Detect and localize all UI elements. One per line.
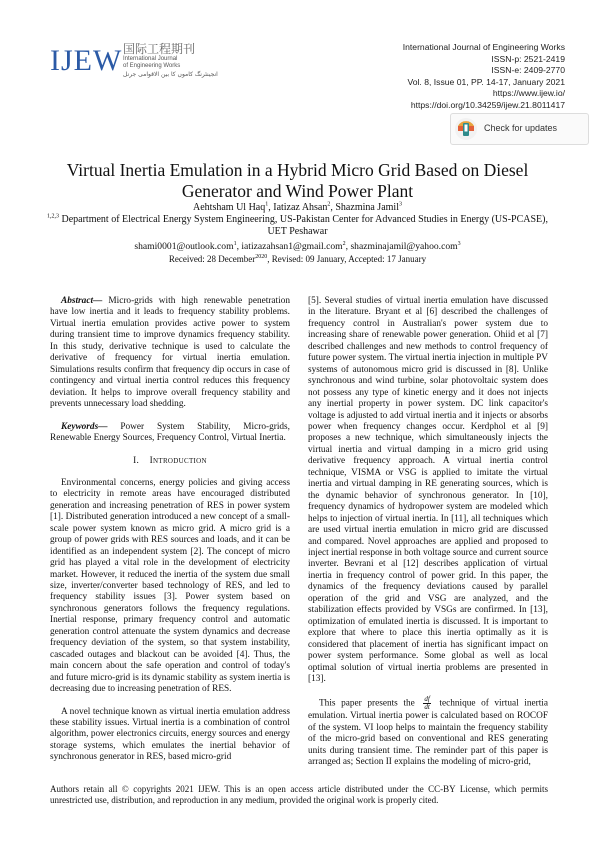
author-name: , Shazmina Jamil bbox=[330, 202, 399, 213]
submission-dates bbox=[40, 253, 555, 265]
affiliation bbox=[40, 214, 555, 238]
paper-title: Virtual Inertia Emulation in a Hybrid Micro Grid Based on Diesel Generator and Wind Power Plant bbox=[66, 160, 529, 201]
journal-info bbox=[315, 42, 565, 112]
paragraph-text: This paper presents the bbox=[319, 699, 421, 710]
section-number: I. bbox=[133, 456, 140, 467]
abstract bbox=[50, 296, 290, 411]
email-link[interactable]: , iatizazahsan1@gmail.com bbox=[236, 241, 343, 252]
left-column bbox=[50, 296, 290, 764]
logo-urdu-name: انجینئرنگ کاموں کا بین الاقوامی جرنل bbox=[123, 71, 218, 78]
keywords-label: Keywords— bbox=[61, 421, 108, 432]
section-title: Introduction bbox=[149, 456, 207, 467]
fraction-numerator: df bbox=[424, 695, 430, 704]
author-name: , Iatizaz Ahsan bbox=[268, 202, 328, 213]
email-sup: 3 bbox=[457, 240, 461, 247]
journal-url-link[interactable]: https://www.ijew.io/ bbox=[492, 88, 565, 99]
logo-acronym: IJEW bbox=[50, 44, 123, 77]
logo-english-name: International Journal of Engineering Works bbox=[123, 56, 181, 69]
received-date: Received: 28 December bbox=[168, 254, 256, 264]
paragraph: A novel technique known as virtual inertia emulation address these stability issues. Virtual inertia is a combination of control algorithm, power electronics circuits, energy sources and energy storage systems, which emulates the inertial behavior of synchronous generator in RES, based micro-grid bbox=[50, 706, 290, 763]
paragraph-text: technique of virtual inertia emulation. Virtual inertia power is calculated based on ROCOF of the system. VI loop helps to maintain the frequency stability of the micro-grid based on conventional and RES generating units during transient time. The reminder part of this paper is arranged as; Section II explains the modeling of micro-grid, bbox=[308, 699, 548, 768]
email-link[interactable]: , shazminajamil@yahoo.com bbox=[345, 241, 458, 252]
issn-electronic: ISSN-e: 2409-2770 bbox=[491, 65, 565, 76]
keywords-text: Power System Stability, Micro-grids, Renewable Energy Sources, Frequency Control, Virtual Inertia. bbox=[50, 421, 290, 443]
journal-logo bbox=[50, 42, 250, 82]
logo-chinese-name: 国际工程期刊 bbox=[123, 42, 196, 56]
copyright-footer: Authors retain all © copyrights 2021 IJEW. This is an open access article distributed under the CC-BY License, which permits unrestricted use, distribution, and reproduction in any medium, provided the original work is properly cited. bbox=[50, 784, 548, 805]
author-sup: 1 bbox=[265, 201, 269, 208]
journal-name: International Journal of Engineering Works bbox=[402, 42, 565, 52]
paragraph: Environmental concerns, energy policies and giving access to electricity in remote areas have encouraged distributed generation and increasing penetration of RES in power system [1]. Distributed generation introduced a new concept of a small-scale power system known as micro grid. A micro grid is a group of power grids with RES sources and loads, and it can be identified as an independent system [2]. The concept of micro grid has played a vital role in the development of electricity market. However, it reduced the inertia of the system due small size, inverter/converter based technology of RES, and led to frequency stability issues [3]. Power system based on synchronous generators follows the frequency regulations. Inertial response, primary frequency control and automatic generation control attenuate the system dynamics and decrease frequency deviation of the system, so that system instability, cascaded outages and blackout can be avoided [4]. Thus, the main concern about the safe operation and control of today's and future micro-grid is its dynamic stability as system inertia is decreasing due to increasing penetration of RES. bbox=[50, 477, 290, 695]
derivative-fraction bbox=[423, 696, 430, 711]
right-column bbox=[308, 296, 548, 769]
received-year: 2020 bbox=[255, 254, 268, 260]
affiliation-sup: 1,2,3 bbox=[47, 213, 59, 220]
paragraph bbox=[308, 696, 548, 768]
author-sup: 3 bbox=[398, 201, 402, 208]
section-heading bbox=[50, 456, 290, 467]
author-list bbox=[40, 202, 555, 214]
author-sup: 2 bbox=[327, 201, 331, 208]
paragraph: [5]. Several studies of virtual inertia emulation have discussed in the literature. Bryant et al [6] described the challenges of frequency control in Australian's power system due to increasing share of renewable power generation. Ohiid et al [7] described challenges and new methods to control frequency of future power system. The virtual inertia injection in multiple PV systems of autonomous micro grid is discussed in [8]. Unlike synchronous and wind turbine, solar photovoltaic system does not possess any type of kinetic energy and it does not injects any inertial property in power system. DC link capacitor's voltage is adjusted to add virtual inertia and it injects or absorbs power when frequency changes occur. Kerdphol et al [9] proposes a new technique, which simultaneously injects the virtual inertia and virtual damping in a micro grid using derivative frequency approach. A virtual inertia control technique, VISMA or VSG is applied to imitate the virtual inertia and virtual damping in RE generating sources, which is the dynamic behavior of synchronous generator. In [10], frequency dynamics of hydropower system are modeled which helps to injection of virtual inertia. In [11], all techniques which are used virtual inertia emulation in micro grid are discussed and compared. Novel approaches are applied and proposed to inject inertial response in both voltage source and current source inverter. Bevrani et al [12] describes application of virtual inertia in frequency control of power grid. In this paper, the dynamics of the frequency deviations caused by parallel operation of the grid and VSG are analyzed, and the stabilization effects provided by VSGs are confirmed. In [13], optimization of emulated inertia is discussed. It is important to explore that where to place this inertia optimally as it is considered that placement of inertia has significant impact on power system performance. Some global as well as local optimal solution of virtual inertia problems are presented in [13]. bbox=[308, 296, 548, 684]
author-name: Aehtsham Ul Haq bbox=[193, 202, 266, 213]
author-emails bbox=[40, 241, 555, 253]
email-sup: 2 bbox=[342, 240, 346, 247]
fraction-denominator: dt bbox=[424, 703, 430, 712]
email-sup: 1 bbox=[233, 240, 237, 247]
doi-link[interactable]: https://doi.org/10.34259/ijew.21.8011417 bbox=[410, 99, 565, 110]
check-for-updates-icon bbox=[454, 117, 478, 141]
abstract-text: Micro-grids with high renewable penetration have low inertia and it leads to frequency stability problems. Virtual inertia emulation provides active power to system during transient time to improve dynamics frequency stability. In this study, derivative technique is used to calculate the derivative of frequency for virtual inertia emulation. Simulations results confirm that frequency dip occurs in case of contingency and virtual inertia control reduces this frequency deviation. It helps to improve overall frequency stability and prevents unnecessary load shedding. bbox=[50, 296, 290, 410]
keywords bbox=[50, 422, 290, 445]
abstract-label: Abstract— bbox=[61, 296, 103, 306]
revised-accepted-dates: , Revised: 09 January, Accepted: 17 January bbox=[267, 254, 427, 264]
issn-print: ISSN-p: 2521-2419 bbox=[491, 53, 565, 64]
check-for-updates-label: Check for updates bbox=[484, 123, 558, 133]
affiliation-text: Department of Electrical Energy System Engineering, US-Pakistan Center for Advanced Studies in Energy (US-PCASE), UET Peshawar bbox=[59, 214, 548, 237]
email-link[interactable]: shami0001@outlook.com bbox=[134, 241, 234, 252]
check-for-updates-button[interactable] bbox=[450, 113, 589, 145]
volume-issue: Vol. 8, Issue 01, PP. 14-17, January 2021 bbox=[407, 76, 565, 87]
